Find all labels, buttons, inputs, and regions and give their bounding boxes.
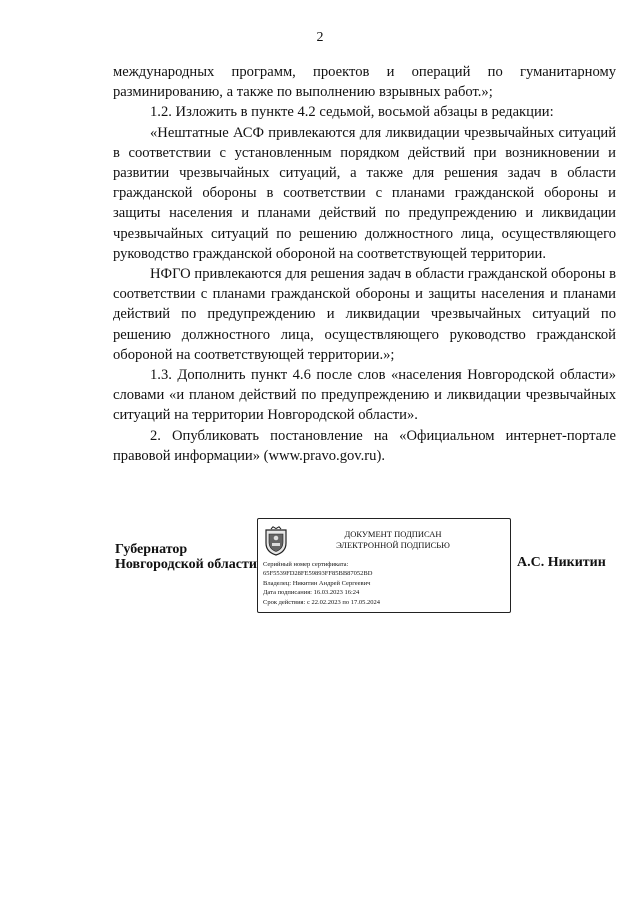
certificate-details [263, 560, 380, 607]
signatory-name: А.С. Никитин [517, 555, 606, 570]
certificate-owner: Владелец: Никитин Андрей Сергеевич [263, 579, 371, 587]
position-line: Новгородской области [115, 557, 257, 572]
stamp-title-line: ДОКУМЕНТ ПОДПИСАН [344, 529, 442, 539]
serial-value: 65F5539FD28FE59893FF85BB87052BD [263, 570, 373, 578]
paragraph: 1.2. Изложить в пункте 4.2 седьмой, восьмой абзацы в редакции: [150, 104, 554, 121]
electronic-signature-stamp [257, 518, 511, 613]
paragraph: 1.3. Дополнить пункт 4.6 после слов «населения Новгородской области» словами «и планом действий по предупреждению и ликвидации чрезвычайных ситуаций на территории Новгородской области». [113, 367, 616, 424]
validity-period: Срок действия: с 22.02.2023 по 17.05.2024 [263, 598, 380, 606]
page-number: 2 [316, 30, 324, 45]
paragraph: международных программ, проектов и операций по гуманитарному разминированию, а также по выполнению взрывных работ.»; [113, 64, 616, 101]
serial-label: Серийный номер сертификата: [263, 561, 349, 568]
signatory-position [115, 542, 257, 572]
stamp-title [258, 529, 512, 551]
paragraph: 2. Опубликовать постановление на «Официальном интернет-портале правовой информации» (www.pravo.gov.ru). [113, 427, 616, 464]
stamp-title-line: ЭЛЕКТРОННОЙ ПОДПИСЬЮ [336, 540, 450, 550]
document-body [113, 62, 616, 466]
signing-date: Дата подписания: 16.03.2023 16:24 [263, 589, 360, 597]
position-line: Губернатор [115, 542, 188, 557]
paragraph: «Нештатные АСФ привлекаются для ликвидации чрезвычайных ситуаций в соответствии с установленным порядком действий при возникновении и развитии чрезвычайных ситуаций, а также для решения задач в области гражданской обороны в соответствии с планами гражданской обороны и защиты населения и планами действий по предупреждению и ликвидации чрезвычайных ситуаций по решению должностного лица, осуществляющего руководство гражданской обороной на соответствующей территории. [113, 124, 616, 262]
paragraph: НФГО привлекаются для решения задач в области гражданской обороны в соответствии с планами гражданской обороны и защиты населения и планами действий по предупреждению и ликвидации чрезвычайных ситуаций по решению должностного лица, осуществляющего руководство гражданской обороной на соответствующей территории.»; [113, 266, 616, 363]
